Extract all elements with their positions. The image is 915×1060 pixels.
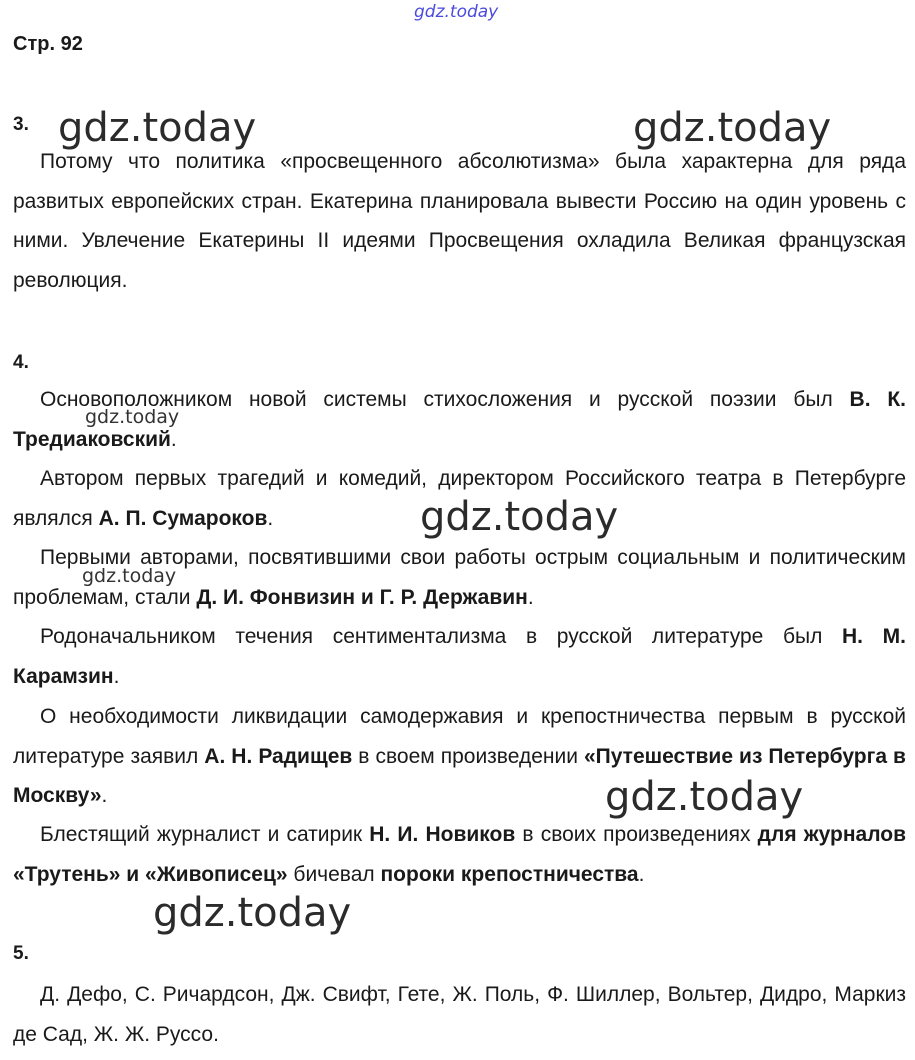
task-number: 4. xyxy=(13,352,29,373)
watermark: gdz.today xyxy=(153,890,352,936)
watermark: gdz.today xyxy=(58,105,257,151)
answer-paragraph xyxy=(13,815,906,894)
text-run: Автором первых трагедий и комедий, директором Российского театра в Петербурге являлся xyxy=(13,467,906,530)
bold-text-run: для журналов «Трутень» и «Живописец» xyxy=(13,823,907,886)
answer-paragraph xyxy=(13,617,906,696)
task-number: 5. xyxy=(13,943,29,964)
text-run: Потому что политика «просвещенного абсолютизма» была характерна для ряда развитых европейских стран. Екатерина планировала вывести Россию на один уровень с ними. Увлечение Екатерины II идеями Просвещения охладила Великая французская революция. xyxy=(13,150,906,292)
text-run: Родоначальником течения сентиментализма в русской литературе был xyxy=(40,625,843,648)
text-run: в своем произведении xyxy=(352,744,584,768)
text-run: Д. Дефо, С. Ричардсон, Дж. Свифт, Гете, Ж. Поль, Ф. Шиллер, Вольтер, Дидро, Маркиз де Сад, Ж. Ж. Руссо. xyxy=(13,983,906,1046)
text-run: бичевал xyxy=(287,862,381,886)
answer-paragraph xyxy=(13,380,906,459)
text-run: Основоположником новой системы стихосложения и русской поэзии был xyxy=(40,388,850,411)
bold-text-run: «Путешествие из Петербурга в Москву» xyxy=(13,744,906,807)
watermark: gdz.today xyxy=(82,565,177,587)
text-run: . xyxy=(101,784,108,807)
text-run: в своих произведениях xyxy=(515,823,758,846)
watermark: gdz.today xyxy=(85,406,180,428)
answer-paragraph xyxy=(13,697,906,820)
page-title: Стр. 92 xyxy=(13,33,83,55)
text-run: . xyxy=(638,862,645,886)
text-run: . xyxy=(170,427,177,451)
bold-text-run: пороки крепостничества xyxy=(380,862,639,886)
watermark: gdz.today xyxy=(420,494,619,540)
bold-text-run: В. К. Тредиаковский xyxy=(13,388,906,451)
bold-text-run: А. П. Сумароков xyxy=(98,506,268,530)
text-run: О необходимости ликвидации самодержавия и крепостничества первым в русской литературе заявил xyxy=(13,705,906,768)
answer-paragraph xyxy=(13,975,906,1054)
watermark-top: gdz.today xyxy=(414,2,499,22)
task-number: 3. xyxy=(13,114,29,135)
text-run: Блестящий журналист и сатирик xyxy=(40,823,370,846)
text-run: . xyxy=(267,506,274,530)
bold-text-run: Н. И. Новиков xyxy=(369,823,516,846)
text-run: . xyxy=(113,664,120,688)
watermark: gdz.today xyxy=(633,105,832,151)
watermark: gdz.today xyxy=(605,774,804,820)
text-run: . xyxy=(527,585,534,609)
text-run: Первыми авторами, посвятившими свои работы острым социальным и политическим проблемам, стали xyxy=(13,546,906,609)
bold-text-run: Д. И. Фонвизин и Г. Р. Державин xyxy=(196,585,528,609)
answer-paragraph xyxy=(13,538,906,617)
bold-text-run: А. Н. Радищев xyxy=(204,744,353,768)
answer-paragraph xyxy=(13,142,906,300)
answer-paragraph xyxy=(13,459,906,538)
bold-text-run: Н. М. Карамзин xyxy=(13,625,906,688)
